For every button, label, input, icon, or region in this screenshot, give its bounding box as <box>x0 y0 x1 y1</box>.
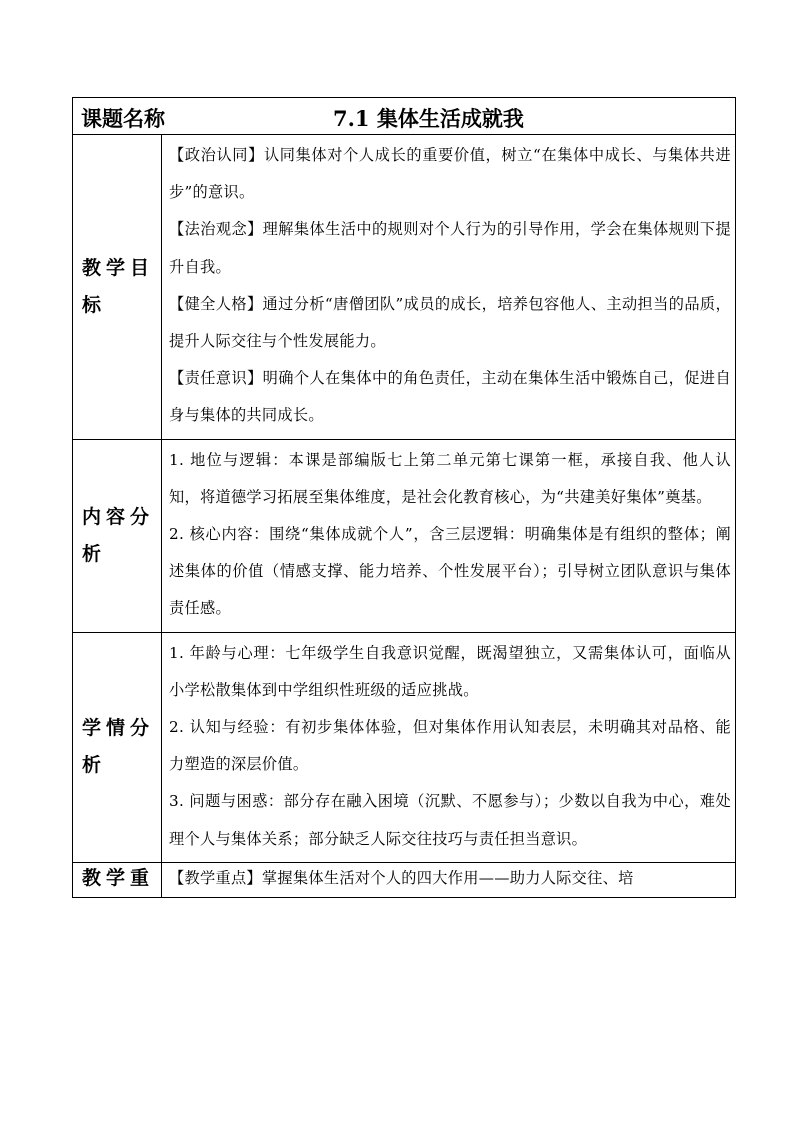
key-points-row <box>73 862 736 897</box>
lesson-title: 7.1 集体生活成就我 <box>333 106 524 131</box>
objective-paragraph: 【法治观念】理解集体生活中的规则对个人行为的引导作用，学会在集体规则下提升自我。 <box>169 220 731 276</box>
content-analysis-row <box>73 439 736 632</box>
key-points-label: 教学重 <box>73 862 162 897</box>
content-analysis-paragraph: 2. 核心内容：围绕“集体成就个人”，含三层逻辑：明确集体是有组织的整体；阐述集体的价值（情感支撑、能力培养、个性发展平台）；引导树立团队意识与集体责任感。 <box>169 525 731 618</box>
objectives-content <box>162 135 736 440</box>
student-analysis-paragraph: 2. 认知与经验：有初步集体体验，但对集体作用认知表层，未明确其对品格、能力塑造的深层价值。 <box>169 718 731 774</box>
title-row <box>73 98 736 135</box>
objectives-label: 教学目标 <box>73 135 162 440</box>
student-analysis-label: 学情分析 <box>73 632 162 862</box>
student-analysis-row <box>73 632 736 862</box>
content-analysis-content <box>162 439 736 632</box>
objective-paragraph: 【政治认同】认同集体对个人成长的重要价值，树立“在集体中成长、与集体共进步”的意识。 <box>169 146 731 202</box>
objective-paragraph: 【健全人格】通过分析“唐僧团队”成员的成长，培养包容他人、主动担当的品质，提升人际交往与个性发展能力。 <box>169 294 731 351</box>
key-points-paragraph: 【教学重点】掌握集体生活对个人的四大作用——助力人际交往、培 <box>169 868 634 887</box>
student-analysis-content <box>162 632 736 862</box>
student-analysis-paragraph: 1. 年龄与心理：七年级学生自我意识觉醒，既渴望独立，又需集体认可，面临从小学松散集体到中学组织性班级的适应挑战。 <box>169 643 731 699</box>
content-analysis-label: 内容分析 <box>73 439 162 632</box>
lesson-plan-table <box>72 97 736 898</box>
objective-paragraph: 【责任意识】明确个人在集体中的角色责任，主动在集体生活中锻炼自己，促进自身与集体的共同成长。 <box>169 369 731 425</box>
content-analysis-paragraph: 1. 地位与逻辑：本课是部编版七上第二单元第七课第一框，承接自我、他人认知，将道德学习拓展至集体维度，是社会化教育核心，为“共建美好集体”奠基。 <box>169 450 731 506</box>
objectives-row <box>73 135 736 440</box>
title-cell <box>73 98 736 135</box>
key-points-content <box>162 862 736 897</box>
lesson-title-label: 课题名称 <box>81 106 165 131</box>
student-analysis-paragraph: 3. 问题与困惑：部分存在融入困境（沉默、不愿参与）；少数以自我为中心，难处理个人与集体关系；部分缺乏人际交往技巧与责任担当意识。 <box>169 792 731 848</box>
